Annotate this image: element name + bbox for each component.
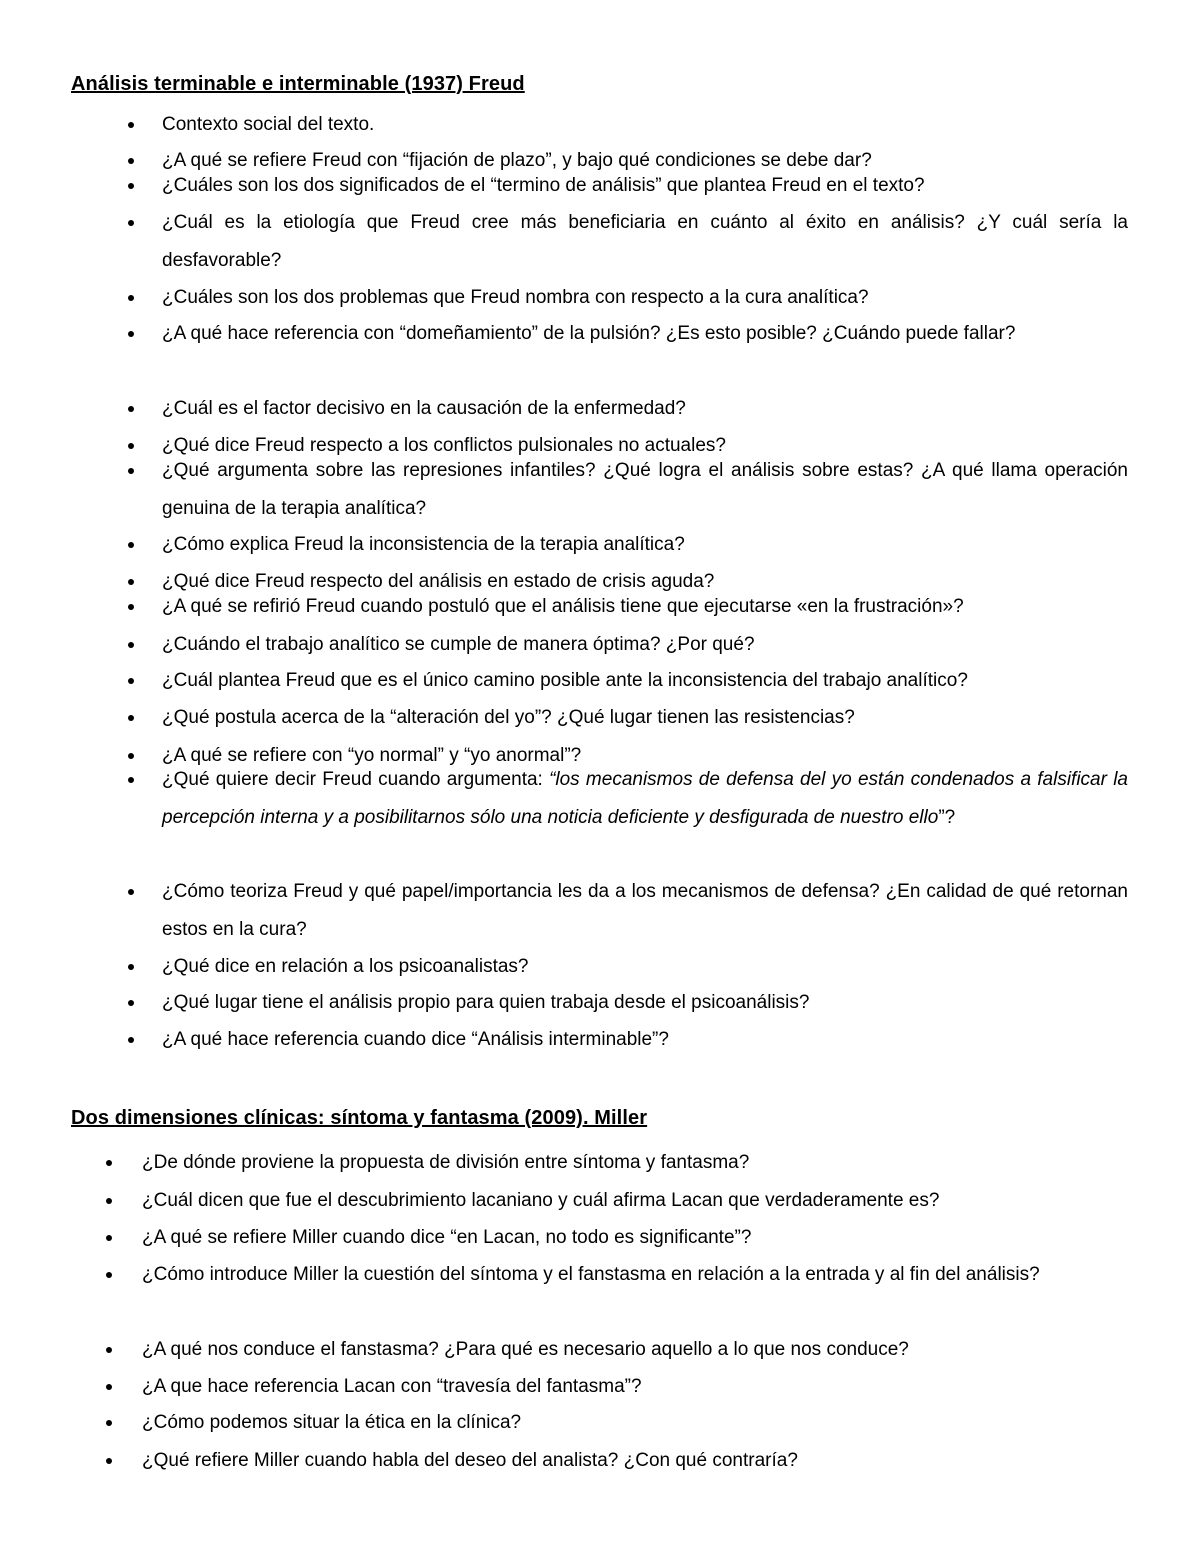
bullet-icon [128, 542, 134, 548]
list-item: ¿Cuál dicen que fue el descubrimiento lacaniano y cuál afirma Lacan que verdaderamente es? [142, 1182, 1128, 1220]
bullet-icon [128, 889, 134, 895]
bullet-icon [128, 964, 134, 970]
list-item: ¿A qué se refiere Freud con “fijación de plazo”, y bajo qué condiciones se debe dar? [162, 142, 1128, 180]
bullet-icon [128, 1037, 134, 1043]
list-item: Contexto social del texto. [162, 106, 1128, 144]
bullet-icon [128, 1000, 134, 1006]
list-item: ¿Qué dice en relación a los psicoanalistas? [162, 948, 1128, 986]
list-item: ¿Qué refiere Miller cuando habla del deseo del analista? ¿Con qué contraría? [142, 1442, 1128, 1480]
bullet-icon [128, 579, 134, 585]
bullet-icon [128, 715, 134, 721]
list-item: ¿A qué nos conduce el fanstasma? ¿Para qué es necesario aquello a lo que nos conduce? [142, 1331, 1128, 1369]
list-item: ¿Cuáles son los dos problemas que Freud nombra con respecto a la cura analítica? [162, 279, 1128, 317]
bullet-icon [106, 1235, 112, 1241]
list-item: ¿Qué dice Freud respecto a los conflictos pulsionales no actuales? [162, 427, 1128, 465]
list-item: ¿Qué argumenta sobre las represiones infantiles? ¿Qué logra el análisis sobre estas? ¿A qué llama operación genuina de la terapia analítica? [162, 452, 1128, 528]
list-item: ¿Cuáles son los dos significados de el “termino de análisis” que plantea Freud en el texto? [162, 167, 1128, 205]
list-item: ¿Cuál plantea Freud que es el único camino posible ante la inconsistencia del trabajo analítico? [162, 662, 1128, 700]
bullet-icon [106, 1420, 112, 1426]
section-heading-freud: Análisis terminable e interminable (1937) Freud [71, 73, 525, 95]
bullet-icon [106, 1458, 112, 1464]
bullet-icon [128, 158, 134, 164]
list-item: ¿Cuál es el factor decisivo en la causación de la enfermedad? [162, 390, 1128, 428]
bullet-icon [128, 183, 134, 189]
list-item: ¿A qué se refiere con “yo normal” y “yo anormal”? [162, 737, 1128, 775]
bullet-icon [128, 678, 134, 684]
bullet-icon [128, 753, 134, 759]
bullet-icon [106, 1198, 112, 1204]
bullet-icon [106, 1272, 112, 1278]
list-item: ¿A qué se refiere Miller cuando dice “en Lacan, no todo es significante”? [142, 1219, 1128, 1257]
list-item: ¿Cómo explica Freud la inconsistencia de la terapia analítica? [162, 526, 1128, 564]
bullet-icon [128, 604, 134, 610]
list-item: ¿Cómo teoriza Freud y qué papel/importancia les da a los mecanismos de defensa? ¿En calidad de qué retornan estos en la cura? [162, 873, 1128, 949]
list-item: ¿Qué dice Freud respecto del análisis en estado de crisis aguda? [162, 563, 1128, 601]
bullet-icon [106, 1160, 112, 1166]
bullet-icon [128, 331, 134, 337]
list-item: ¿Cómo introduce Miller la cuestión del síntoma y el fanstasma en relación a la entrada y al fin del análisis? [142, 1256, 1128, 1294]
list-item: ¿Qué quiere decir Freud cuando argumenta: “los mecanismos de defensa del yo están condenados a falsificar la percepción interna y a posibilitarnos sólo una noticia deficiente y desfigurada de nuestro ello”? [162, 761, 1128, 837]
bullet-icon [128, 777, 134, 783]
list-item: ¿Qué postula acerca de la “alteración del yo”? ¿Qué lugar tienen las resistencias? [162, 699, 1128, 737]
bullet-icon [128, 220, 134, 226]
list-item: ¿A qué se refirió Freud cuando postuló que el análisis tiene que ejecutarse «en la frustración»? [162, 588, 1128, 626]
list-item: ¿Cuándo el trabajo analítico se cumple de manera óptima? ¿Por qué? [162, 626, 1128, 664]
list-item: ¿Qué lugar tiene el análisis propio para quien trabaja desde el psicoanálisis? [162, 984, 1128, 1022]
bullet-icon [106, 1384, 112, 1390]
list-item: ¿Cómo podemos situar la ética en la clínica? [142, 1404, 1128, 1442]
bullet-icon [128, 642, 134, 648]
list-item: ¿A que hace referencia Lacan con “travesía del fantasma”? [142, 1368, 1128, 1406]
bullet-icon [128, 122, 134, 128]
bullet-icon [128, 443, 134, 449]
list-item: ¿A qué hace referencia con “domeñamiento” de la pulsión? ¿Es esto posible? ¿Cuándo puede fallar? [162, 315, 1128, 353]
list-item: ¿De dónde proviene la propuesta de división entre síntoma y fantasma? [142, 1144, 1128, 1182]
list-item: ¿A qué hace referencia cuando dice “Análisis interminable”? [162, 1021, 1128, 1059]
bullet-icon [106, 1347, 112, 1353]
quote-italic: “los mecanismos de defensa del yo están condenados a falsificar la percepción interna y a posibilitarnos sólo una noticia deficiente y desfigurada de nuestro ello [162, 769, 1128, 828]
bullet-icon [128, 406, 134, 412]
list-item: ¿Cuál es la etiología que Freud cree más beneficiaria en cuánto al éxito en análisis? ¿Y cuál sería la desfavorable? [162, 204, 1128, 280]
bullet-icon [128, 468, 134, 474]
bullet-icon [128, 295, 134, 301]
section-heading-miller: Dos dimensiones clínicas: síntoma y fantasma (2009). Miller [71, 1107, 648, 1129]
